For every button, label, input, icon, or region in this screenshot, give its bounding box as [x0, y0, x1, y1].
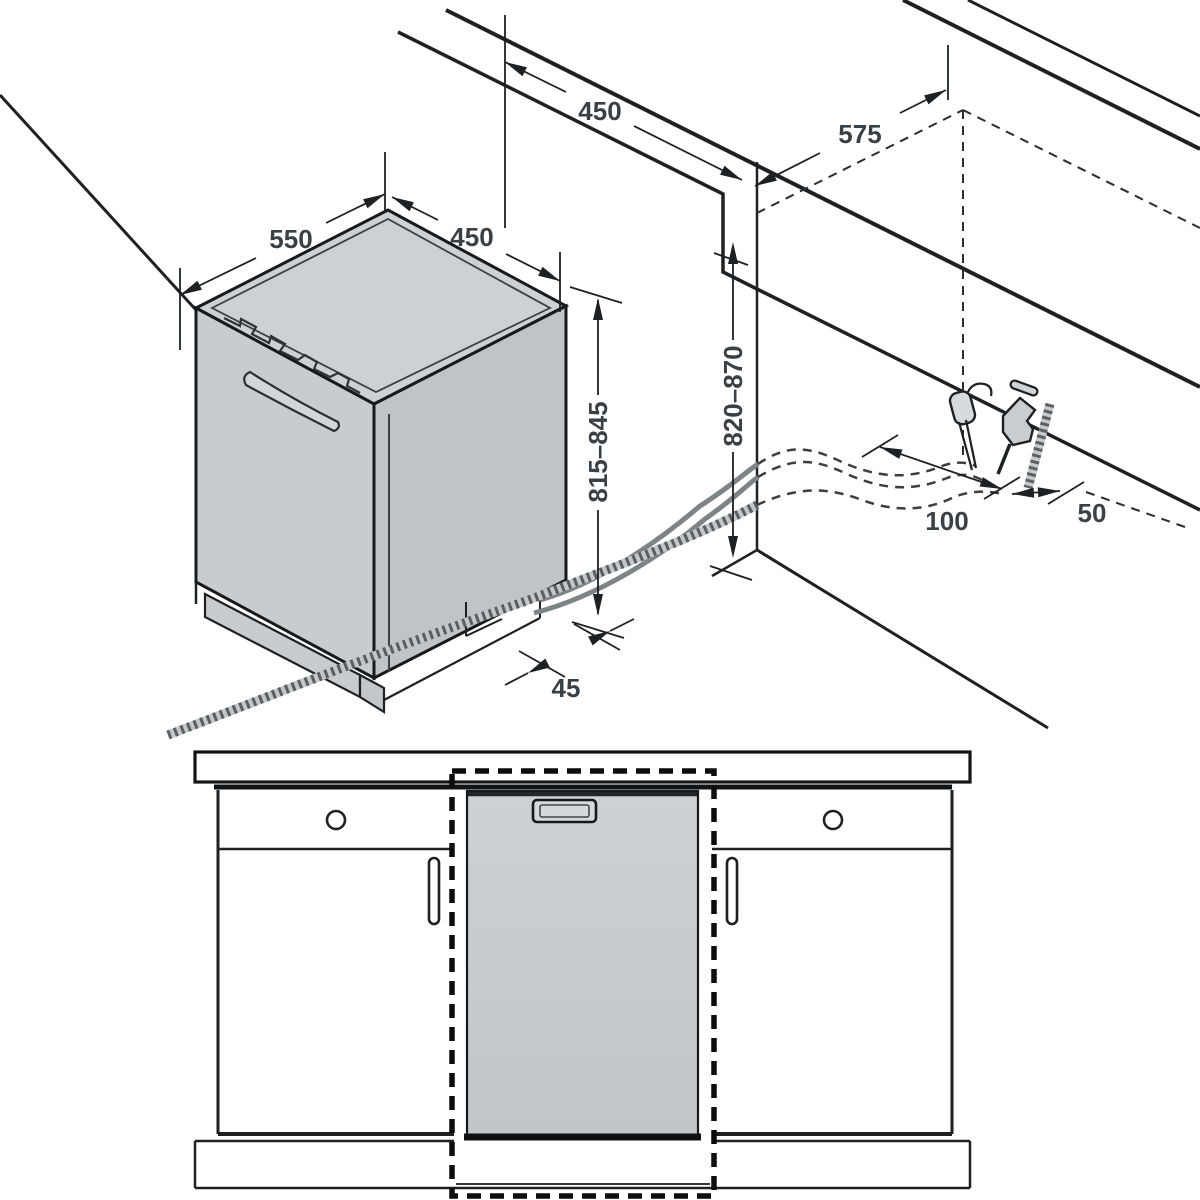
countertop	[195, 752, 970, 782]
dimension-niche-width	[505, 15, 742, 228]
dishwasher-front-panel	[464, 791, 701, 1138]
dimension-label-450-niche: 450	[578, 96, 622, 126]
dimension-connection-50	[1012, 482, 1106, 528]
dimension-niche-depth	[755, 45, 948, 186]
drawer-knob-left	[327, 811, 345, 829]
dimension-label-45: 45	[551, 673, 581, 703]
dimension-plinth-recess	[505, 619, 634, 703]
kitchen-cabinet-right	[712, 790, 952, 1134]
front-view	[195, 752, 970, 1196]
dimension-label-820-870: 820–870	[718, 345, 748, 447]
front-foot	[360, 675, 384, 712]
plinth-strip	[195, 1141, 970, 1188]
dimension-label-550: 550	[269, 224, 313, 254]
hidden-hose-runs	[757, 449, 1002, 508]
panel-handle	[533, 800, 596, 822]
dimension-label-450-appliance: 450	[450, 222, 494, 252]
door-handle-right	[727, 858, 737, 924]
door-handle-left	[429, 858, 439, 924]
drawer-knob-right	[824, 811, 842, 829]
dimension-label-50: 50	[1077, 498, 1107, 528]
dimension-label-100: 100	[925, 506, 969, 536]
kitchen-cabinet-left	[218, 790, 454, 1134]
dishwasher-isometric	[196, 210, 566, 712]
dimension-label-575: 575	[838, 119, 882, 149]
dimension-label-815-845: 815–845	[583, 401, 613, 503]
power-plug-icon	[948, 384, 991, 470]
